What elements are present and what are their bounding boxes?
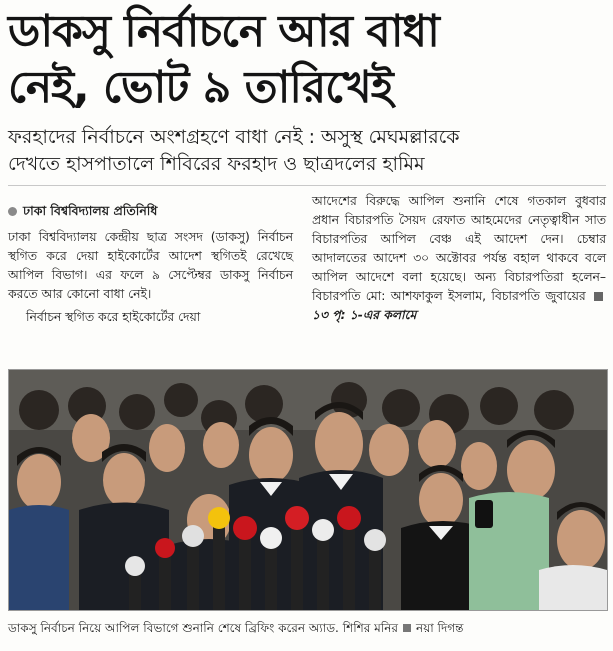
article-paragraph: আদেশের বিরুদ্ধে আপিল শুনানি শেষে গতকাল বুধবার প্রধান বিচারপতি সৈয়দ রেফাত আহমেদের নেতৃত্বাধীন সাত বিচারপতির আপিল বেঞ্চ এই আদেশ দেন। চেম্বার আদালতের আদেশ ৩০ অক্টোবর পর্যন্ত বহাল থাকবে বলে আপিল আদেশে বলা হয়েছে। অন্য বিচারপতিরা হলেন– বিচারপতি মো: আশফাকুল ইসলাম, বিচারপতি জুবায়ের: [312, 194, 606, 303]
article-column-right: [312, 192, 606, 325]
news-photo: [8, 369, 608, 611]
photo-credit: নয়া দিগন্ত: [416, 621, 464, 635]
subheadline: [8, 124, 606, 178]
headline: [8, 4, 606, 116]
headline-line-1: ডাকসু নির্বাচনে আর বাধা: [8, 6, 439, 57]
subheadline-line-1: ফরহাদের নির্বাচনে অংশগ্রহণে বাধা নেই : অসুস্থ মেঘমল্লারকে: [8, 126, 460, 148]
article-paragraph: ঢাকা বিশ্ববিদ্যালয় কেন্দ্রীয় ছাত্র সংসদ (ডাকসু) নির্বাচন স্থগিত করে দেয়া হাইকোর্টের আদেশ স্থগিতই রেখেছে আপিল বিভাগ। এর ফলে ৯ সেপ্টেম্বর ডাকসু নির্বাচন করতে আর কোনো বাধা নেই।: [8, 230, 293, 301]
bullet-icon: [8, 207, 17, 216]
caption-text: ডাকসু নির্বাচন নিয়ে আপিল বিভাগে শুনানি শেষে ব্রিফিং করেন অ্যাড. শিশির মনির: [8, 621, 399, 635]
photo-caption: [8, 619, 606, 637]
article-column-left: [8, 228, 293, 327]
byline: [8, 202, 293, 220]
subheadline-line-2: দেখতে হাসপাতালে শিবিরের ফরহাদ ও ছাত্রদলের হামিম: [8, 153, 425, 175]
continuation-marker-icon: [594, 292, 603, 301]
article-paragraph: নির্বাচন স্থগিত করে হাইকোর্টের দেয়া: [26, 310, 201, 324]
divider: [8, 185, 606, 186]
press-briefing-photo: [9, 370, 607, 610]
byline-text: ঢাকা বিশ্ববিদ্যালয় প্রতিনিধি: [23, 203, 158, 218]
continuation-note: ১৩ পৃ: ১-এর কলামে: [312, 308, 417, 322]
headline-line-2: নেই, ভোট ৯ তারিখেই: [8, 62, 393, 113]
separator-icon: [403, 624, 411, 632]
